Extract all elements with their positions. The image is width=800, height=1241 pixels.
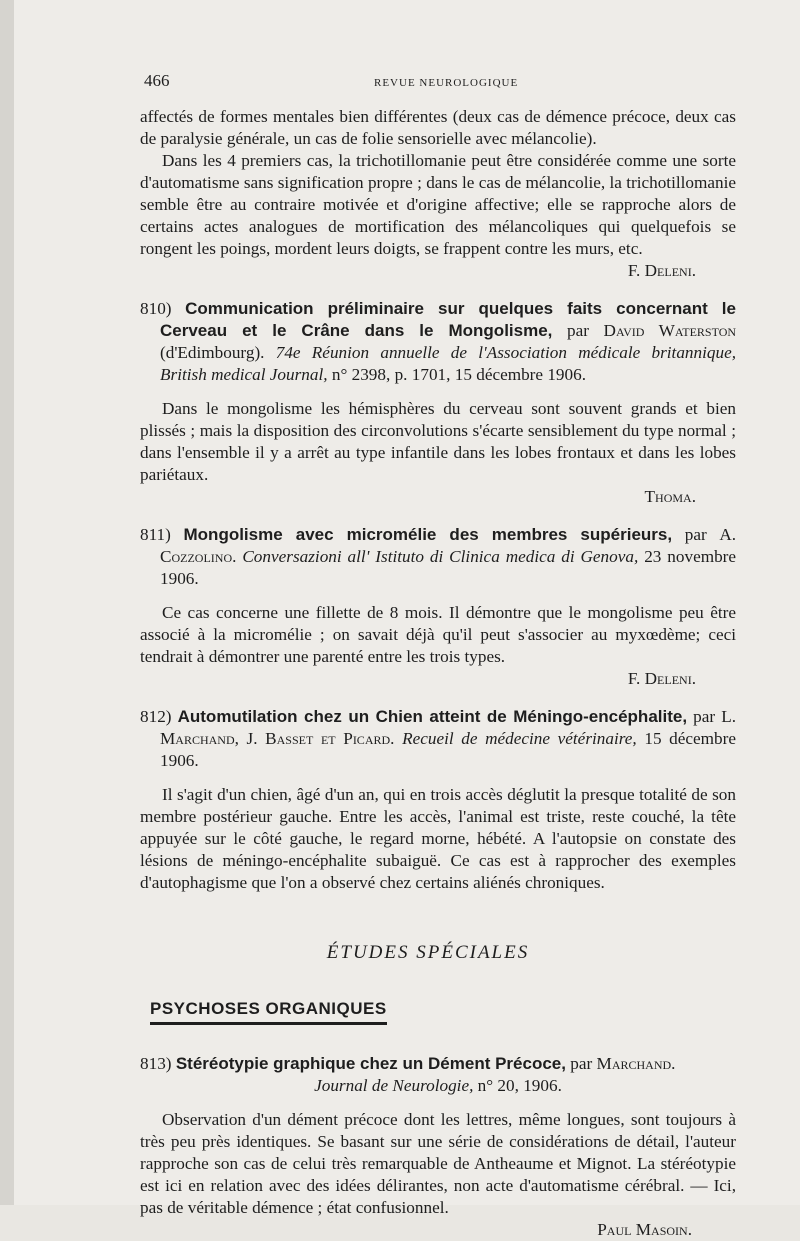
entry-body: Dans le mongolisme les hémisphères du cerveau sont souvent grands et bien plissés ; mais la disposition des circonvolutions s'écarte sensiblement du type normal ; dans l'ensemble il y a arrêt au type infantile dans les lobes frontaux et dans les lobes pariétaux. (140, 399, 736, 484)
entry-812-heading (140, 706, 736, 772)
entry-affiliation: (d'Edimbourg). (160, 343, 265, 362)
entry-body: Ce cas concerne une fillette de 8 mois. Il démontre que le mongolisme peu être associé à la micromélie ; on savait déjà qu'il peut s'associer au myxœdème; ceci tendrait à démontrer une parenté entre les trois types. (140, 603, 736, 666)
entry-author: L. Marchand, J. Basset et Picard. (160, 707, 736, 748)
entry-812 (140, 706, 736, 894)
entry-title: Automutilation chez un Chien atteint de Méningo-encéphalite, (177, 707, 688, 726)
page-number: 466 (144, 71, 170, 90)
entry-number: 813) (140, 1054, 172, 1073)
entry-source: Journal de Neurologie, (314, 1076, 474, 1095)
entry-body: Il s'agit d'un chien, âgé d'un an, qui en trois accès déglutit la presque totalité de son membre postérieur gauche. Entre les accès, l'animal est triste, reste couché, la tête appuyée sur le côté gauche, le regard morne, hébété. A l'autopsie on constate des lésions de méningo-encéphalite subaiguë. Ce cas est à rapprocher des exemples d'autophagisme que l'on a observé chez certains aliénés chroniques. (140, 785, 736, 892)
entry-body: Observation d'un dément précoce dont les lettres, même longues, sont toujours à très peu près identiques. Se basant sur une série de considérations de détail, l'auteur rapproche son cas de celui très remarquable de Antheaume et Mignot. La stéréotypie est ici en relation avec des idées délirantes, non acte d'automatisme cérébral. — Ici, pas de véritable démence ; état confusionnel. (140, 1110, 736, 1217)
entry-source: Recueil de médecine vétérinaire, (402, 729, 637, 748)
entry-source-details: 15 décembre 1906. (160, 729, 736, 770)
continuation-paragraph-2: Dans les 4 premiers cas, la trichotillomanie peut être considérée comme une sorte d'automatisme sans signification propre ; dans le cas de mélancolie, la trichotillomanie semble être au contraire motivée et d'origine affective; elle se rapproche alors de certains actes analogues de mortification des mélancoliques qui quelquefois se rongent les poings, mordent leurs doigts, se frappent contre les murs, etc. (140, 151, 736, 258)
continuation-paragraph-1: affectés de formes mentales bien différentes (deux cas de démence précoce, deux cas de paralysie générale, un cas de folie sensorielle avec mélancolie). (140, 107, 736, 148)
entry-number: 812) (140, 707, 172, 726)
entry-source-details: n° 2398, p. 1701, 15 décembre 1906. (331, 365, 586, 384)
entry-by: par (684, 525, 707, 544)
scan-margin (0, 0, 14, 1205)
entry-813-heading (140, 1053, 736, 1075)
entry-by: par (567, 321, 589, 340)
section-title: ÉTUDES SPÉCIALES (326, 942, 530, 963)
entry-813-source-line (140, 1075, 736, 1097)
entry-title: Mongolisme avec micromélie des membres supérieurs, (183, 525, 673, 544)
entry-810-heading (140, 298, 736, 386)
entry-title: Stéréotypie graphique chez un Dément Précoce, (175, 1054, 566, 1073)
entry-by: par (570, 1054, 593, 1073)
entry-title: Communication préliminaire sur quelques faits concernant le Cerveau et le Crâne dans le Mongolisme, (160, 299, 736, 340)
running-header (144, 70, 736, 94)
entry-source-details: n° 20, 1906. (477, 1076, 562, 1095)
page-content (140, 70, 736, 1241)
entry-signature: Thoma. (644, 487, 696, 506)
entry-author: David Waterston (603, 321, 737, 340)
subsection-title: PSYCHOSES ORGANIQUES (150, 998, 387, 1025)
signature-deleni-1: F. Deleni. (627, 261, 696, 280)
entry-811-heading (140, 524, 736, 590)
entry-by: par (693, 707, 716, 726)
entry-author: Marchand. (596, 1054, 676, 1073)
entry-810 (140, 298, 736, 508)
journal-title: REVUE NEUROLOGIQUE (374, 77, 519, 89)
entry-source: Conversazioni all' Istituto di Clinica medica di Genova, (242, 547, 639, 566)
entry-number: 810) (140, 299, 172, 318)
entry-811 (140, 524, 736, 690)
entry-number: 811) (140, 525, 171, 544)
entry-source: 74e Réunion annuelle de l'Association médicale britannique, British medical Journal, (160, 343, 736, 384)
entry-signature: F. Deleni. (627, 669, 696, 688)
entry-source-details: 23 novembre 1906. (160, 547, 737, 588)
entry-author: A. Cozzolino. (160, 525, 737, 566)
entry-813 (140, 1053, 736, 1241)
entry-signature: Paul Masoin. (597, 1220, 692, 1239)
